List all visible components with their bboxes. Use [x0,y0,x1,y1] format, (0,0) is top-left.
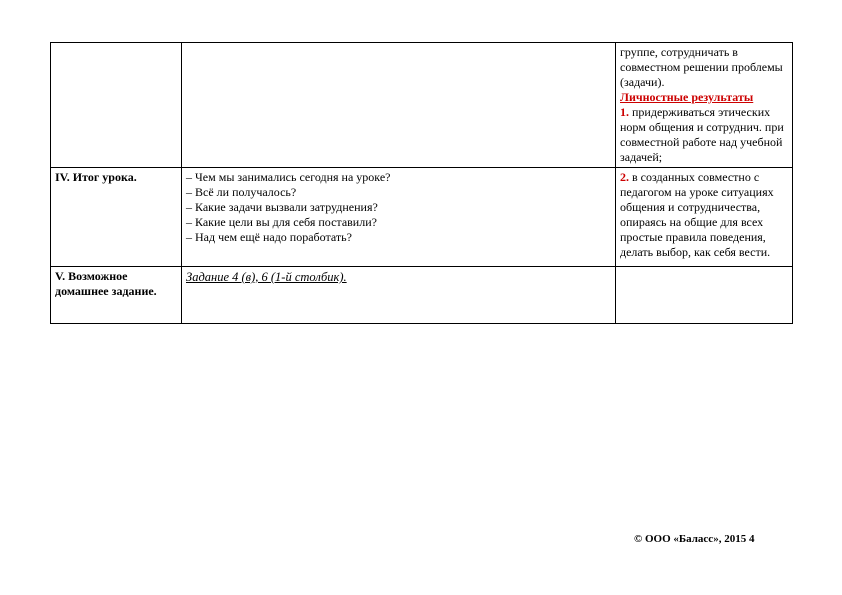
result-item-number: 2. [620,170,629,184]
result-item-text: придерживаться этических норм общения и сотруднич. при совместной работе над учебной задачей; [620,105,784,164]
table-row [51,168,793,267]
content-cell [182,43,616,168]
homework-text: Задание 4 (в), 6 (1-й столбик). [186,270,347,284]
result-item-text: в созданных совместно с педагогом на уроке ситуациях общения и сотрудничества, опираясь на общие для всех простые правила поведения, делать выбор, как себя вести. [620,170,774,259]
result-item [620,170,788,260]
content-cell [182,168,616,267]
question-line: – Какие задачи вызвали затруднения? [186,200,378,214]
copyright-footer: © ООО «Баласс», 2015 4 [634,533,755,545]
stage-cell: V. Возможное домашнее задание. [51,267,182,324]
question-line: – Всё ли получалось? [186,185,297,199]
table-row [51,267,793,324]
results-cell [616,168,793,267]
table-row [51,43,793,168]
stage-cell [51,43,182,168]
question-line: – Над чем ещё надо поработать? [186,230,352,244]
results-cell [616,43,793,168]
results-heading: Личностные результаты [620,90,754,104]
question-line: – Чем мы занимались сегодня на уроке? [186,170,391,184]
content-cell [182,267,616,324]
result-item [620,105,788,165]
results-cell [616,267,793,324]
lesson-plan-table [50,42,793,324]
question-line: – Какие цели вы для себя поставили? [186,215,377,229]
results-intro: группе, сотрудничать в совместном решении проблемы (задачи). [620,45,783,89]
stage-cell: IV. Итог урока. [51,168,182,267]
result-item-number: 1. [620,105,629,119]
